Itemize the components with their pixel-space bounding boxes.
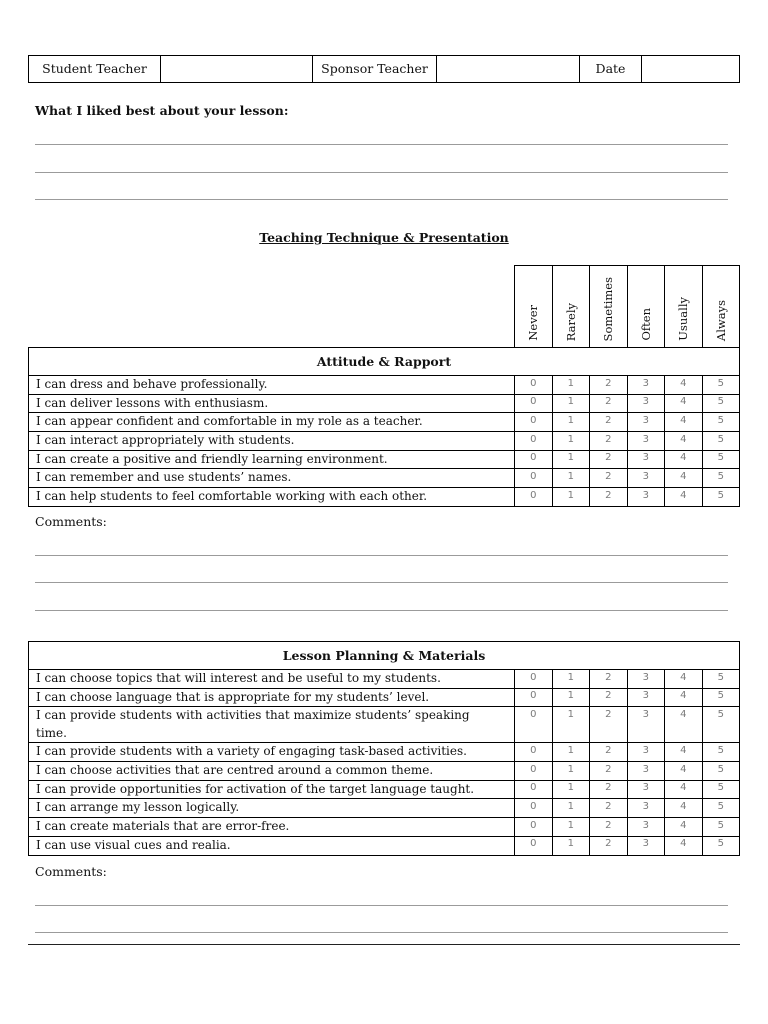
- criterion-text: I can interact appropriately with students.: [29, 432, 515, 451]
- rating-option-3[interactable]: 3: [628, 376, 666, 395]
- rating-option-0[interactable]: 0: [515, 689, 553, 708]
- scale-label-always: Always: [713, 299, 728, 341]
- scale-label-usually: Usually: [676, 297, 691, 341]
- attitude-comment-line[interactable]: [35, 555, 728, 556]
- rating-option-5[interactable]: 5: [703, 432, 741, 451]
- criterion-text: I can provide students with a variety of engaging task-based activities.: [29, 743, 515, 762]
- rating-option-5[interactable]: 5: [703, 762, 741, 781]
- attitude-comment-line[interactable]: [35, 610, 728, 611]
- rating-option-1[interactable]: 1: [553, 488, 591, 507]
- section-title: Teaching Technique & Presentation: [259, 230, 509, 245]
- rating-option-3[interactable]: 3: [628, 488, 666, 507]
- criterion-text: I can provide opportunities for activation of the target language taught.: [29, 781, 515, 800]
- rating-option-1[interactable]: 1: [553, 781, 591, 800]
- criterion-text: I can dress and behave professionally.: [29, 376, 515, 395]
- rating-option-2[interactable]: 2: [590, 837, 628, 856]
- rating-option-3[interactable]: 3: [628, 689, 666, 708]
- rating-option-4[interactable]: 4: [665, 469, 703, 488]
- rating-option-0[interactable]: 0: [515, 781, 553, 800]
- rating-option-4[interactable]: 4: [665, 799, 703, 818]
- rating-option-2[interactable]: 2: [590, 376, 628, 395]
- rating-option-3[interactable]: 3: [628, 413, 666, 432]
- criterion-text: I can use visual cues and realia.: [29, 837, 515, 856]
- rating-option-1[interactable]: 1: [553, 432, 591, 451]
- rating-option-4[interactable]: 4: [665, 781, 703, 800]
- attitude-rapport-table: [28, 347, 740, 507]
- rating-option-5[interactable]: 5: [703, 837, 741, 856]
- rating-option-3[interactable]: 3: [628, 469, 666, 488]
- scale-column-always: [703, 265, 741, 347]
- attitude-rapport-title: Attitude & Rapport: [29, 348, 740, 376]
- lesson-planning-title: Lesson Planning & Materials: [29, 642, 740, 670]
- liked-best-line[interactable]: [35, 199, 728, 200]
- scale-column-often: [628, 265, 666, 347]
- criterion-text: I can help students to feel comfortable working with each other.: [29, 488, 515, 507]
- rating-option-4[interactable]: 4: [665, 818, 703, 837]
- rating-option-3[interactable]: 3: [628, 451, 666, 470]
- bottom-divider: [28, 944, 740, 945]
- rating-option-4[interactable]: 4: [665, 670, 703, 689]
- rating-option-5[interactable]: 5: [703, 799, 741, 818]
- criterion-text: I can choose topics that will interest and be useful to my students.: [29, 670, 515, 689]
- rating-option-5[interactable]: 5: [703, 670, 741, 689]
- criterion-text: I can deliver lessons with enthusiasm.: [29, 395, 515, 414]
- rating-option-1[interactable]: 1: [553, 743, 591, 762]
- rating-option-3[interactable]: 3: [628, 743, 666, 762]
- rating-option-0[interactable]: 0: [515, 799, 553, 818]
- rating-option-3[interactable]: 3: [628, 799, 666, 818]
- sponsor-teacher-field[interactable]: [437, 56, 580, 82]
- planning-comment-line[interactable]: [35, 932, 728, 933]
- rating-option-2[interactable]: 2: [590, 413, 628, 432]
- date-label: Date: [580, 56, 642, 82]
- rating-option-1[interactable]: 1: [553, 799, 591, 818]
- rating-option-0[interactable]: 0: [515, 743, 553, 762]
- rating-option-5[interactable]: 5: [703, 469, 741, 488]
- section-title-wrapper: [0, 230, 768, 246]
- rating-option-0[interactable]: 0: [515, 376, 553, 395]
- rating-option-2[interactable]: 2: [590, 689, 628, 708]
- rating-option-3[interactable]: 3: [628, 762, 666, 781]
- rating-option-0[interactable]: 0: [515, 762, 553, 781]
- rating-option-4[interactable]: 4: [665, 488, 703, 507]
- rating-option-1[interactable]: 1: [553, 818, 591, 837]
- scale-column-usually: [665, 265, 703, 347]
- rating-option-1[interactable]: 1: [553, 837, 591, 856]
- rating-option-3[interactable]: 3: [628, 707, 666, 743]
- rating-option-0[interactable]: 0: [515, 469, 553, 488]
- rating-option-2[interactable]: 2: [590, 818, 628, 837]
- rating-option-5[interactable]: 5: [703, 395, 741, 414]
- rating-option-1[interactable]: 1: [553, 451, 591, 470]
- rating-option-5[interactable]: 5: [703, 451, 741, 470]
- rating-option-4[interactable]: 4: [665, 395, 703, 414]
- attitude-comments-label: Comments:: [35, 514, 107, 529]
- scale-column-never: [515, 265, 553, 347]
- rating-option-3[interactable]: 3: [628, 395, 666, 414]
- student-teacher-field[interactable]: [161, 56, 313, 82]
- criterion-text: I can choose activities that are centred around a common theme.: [29, 762, 515, 781]
- rating-option-3[interactable]: 3: [628, 837, 666, 856]
- rating-option-0[interactable]: 0: [515, 670, 553, 689]
- criterion-text: I can create a positive and friendly learning environment.: [29, 451, 515, 470]
- rating-option-5[interactable]: 5: [703, 743, 741, 762]
- rating-option-5[interactable]: 5: [703, 376, 741, 395]
- rating-option-2[interactable]: 2: [590, 799, 628, 818]
- date-field[interactable]: [642, 56, 739, 82]
- liked-best-line[interactable]: [35, 144, 728, 145]
- rating-option-5[interactable]: 5: [703, 689, 741, 708]
- rating-option-3[interactable]: 3: [628, 781, 666, 800]
- rating-option-0[interactable]: 0: [515, 451, 553, 470]
- criterion-text: I can create materials that are error-free.: [29, 818, 515, 837]
- scale-label-often: Often: [638, 308, 653, 341]
- criterion-text: I can remember and use students’ names.: [29, 469, 515, 488]
- rating-option-0[interactable]: 0: [515, 837, 553, 856]
- rating-option-1[interactable]: 1: [553, 413, 591, 432]
- rating-option-1[interactable]: 1: [553, 376, 591, 395]
- rating-option-0[interactable]: 0: [515, 707, 553, 743]
- rating-option-0[interactable]: 0: [515, 432, 553, 451]
- rating-option-4[interactable]: 4: [665, 689, 703, 708]
- rating-option-4[interactable]: 4: [665, 707, 703, 743]
- rating-option-2[interactable]: 2: [590, 707, 628, 743]
- rating-option-1[interactable]: 1: [553, 707, 591, 743]
- rating-option-0[interactable]: 0: [515, 488, 553, 507]
- rating-scale-header: [514, 265, 740, 347]
- rating-option-2[interactable]: 2: [590, 743, 628, 762]
- rating-option-3[interactable]: 3: [628, 432, 666, 451]
- lesson-planning-table: [28, 641, 740, 856]
- header-info-table: [28, 55, 740, 83]
- scale-label-never: Never: [526, 305, 541, 341]
- rating-option-2[interactable]: 2: [590, 395, 628, 414]
- rating-option-0[interactable]: 0: [515, 395, 553, 414]
- rating-option-2[interactable]: 2: [590, 451, 628, 470]
- rating-option-2[interactable]: 2: [590, 781, 628, 800]
- rating-option-2[interactable]: 2: [590, 762, 628, 781]
- rating-option-1[interactable]: 1: [553, 469, 591, 488]
- attitude-comment-line[interactable]: [35, 582, 728, 583]
- rating-option-5[interactable]: 5: [703, 413, 741, 432]
- rating-option-5[interactable]: 5: [703, 707, 741, 743]
- criterion-text: I can appear confident and comfortable in my role as a teacher.: [29, 413, 515, 432]
- rating-option-2[interactable]: 2: [590, 488, 628, 507]
- criterion-text: I can provide students with activities that maximize students’ speaking time.: [29, 707, 515, 743]
- scale-label-rarely: Rarely: [563, 302, 578, 341]
- rating-option-1[interactable]: 1: [553, 689, 591, 708]
- rating-option-1[interactable]: 1: [553, 395, 591, 414]
- rating-option-5[interactable]: 5: [703, 818, 741, 837]
- rating-option-4[interactable]: 4: [665, 432, 703, 451]
- scale-label-sometimes: Sometimes: [601, 276, 616, 341]
- scale-column-rarely: [553, 265, 591, 347]
- rating-option-4[interactable]: 4: [665, 837, 703, 856]
- liked-best-line[interactable]: [35, 172, 728, 173]
- rating-option-4[interactable]: 4: [665, 376, 703, 395]
- rating-option-1[interactable]: 1: [553, 762, 591, 781]
- rating-option-0[interactable]: 0: [515, 413, 553, 432]
- scale-column-sometimes: [590, 265, 628, 347]
- planning-comment-line[interactable]: [35, 905, 728, 906]
- rating-option-5[interactable]: 5: [703, 781, 741, 800]
- liked-best-prompt: What I liked best about your lesson:: [35, 103, 289, 118]
- rating-option-2[interactable]: 2: [590, 432, 628, 451]
- rating-option-4[interactable]: 4: [665, 743, 703, 762]
- rating-option-4[interactable]: 4: [665, 762, 703, 781]
- rating-option-2[interactable]: 2: [590, 469, 628, 488]
- rating-option-4[interactable]: 4: [665, 413, 703, 432]
- planning-comments-label: Comments:: [35, 864, 107, 879]
- rating-option-2[interactable]: 2: [590, 670, 628, 689]
- rating-option-3[interactable]: 3: [628, 670, 666, 689]
- rating-option-5[interactable]: 5: [703, 488, 741, 507]
- rating-option-4[interactable]: 4: [665, 451, 703, 470]
- rating-option-1[interactable]: 1: [553, 670, 591, 689]
- sponsor-teacher-label: Sponsor Teacher: [313, 56, 437, 82]
- criterion-text: I can choose language that is appropriate for my students’ level.: [29, 689, 515, 708]
- criterion-text: I can arrange my lesson logically.: [29, 799, 515, 818]
- rating-option-3[interactable]: 3: [628, 818, 666, 837]
- rating-option-0[interactable]: 0: [515, 818, 553, 837]
- student-teacher-label: Student Teacher: [29, 56, 161, 82]
